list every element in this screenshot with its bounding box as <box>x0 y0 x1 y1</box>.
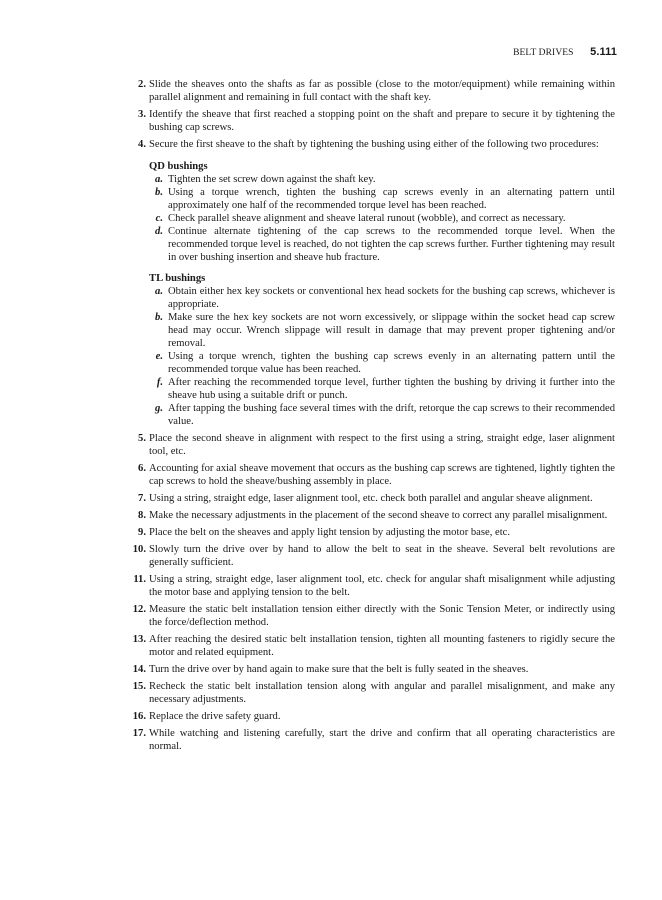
page-number: 5.111 <box>590 46 617 58</box>
step-2 <box>125 78 615 104</box>
step-11 <box>125 573 615 599</box>
item-letter: b. <box>155 312 163 323</box>
step-text: Identify the sheave that first reached a stopping point on the shaft and prepare to secure it by tightening the bushing cap screws. <box>149 109 615 133</box>
item-text: After reaching the recommended torque level, further tighten the bushing by driving it further into the sheave hub using a suitable drift or punch. <box>168 377 615 401</box>
item-text: Using a torque wrench, tighten the bushing cap screws evenly in an alternating pattern until approximately one half of the recommended torque level has been reached. <box>168 187 615 211</box>
item-text: Tighten the set screw down against the shaft key. <box>168 174 376 185</box>
step-15 <box>125 680 615 706</box>
step-number: 8. <box>138 510 146 521</box>
step-text: After reaching the desired static belt installation tension, tighten all mounting fasteners to rigidly secure the motor and related equipment. <box>149 634 615 658</box>
step-13 <box>125 633 615 659</box>
procedure-list <box>125 78 615 753</box>
step-number: 13. <box>132 634 146 645</box>
running-header <box>513 46 617 60</box>
item-text: Continue alternate tightening of the cap screws to the recommended torque level. When the recommended torque level is reached, do not tighten the cap screws further. Further tightening may result in over bushing insertion and sheave hub fracture. <box>168 226 615 263</box>
step-text: Slowly turn the drive over by hand to allow the belt to seat in the sheave. Several belt revolutions are generally sufficient. <box>149 544 615 568</box>
qd-bushings-title: QD bushings <box>149 161 208 172</box>
step-4 <box>125 138 615 151</box>
item-letter: b. <box>155 187 163 198</box>
step-number: 11. <box>133 574 146 585</box>
step-17 <box>125 727 615 753</box>
item-letter: c. <box>155 213 163 224</box>
step-number: 14. <box>132 664 146 675</box>
tl-item-f <box>149 376 615 402</box>
step-6 <box>125 462 615 488</box>
step-text: Accounting for axial sheave movement that occurs as the bushing cap screws are tightened, lightly tighten the cap screws to hold the sheave/bushing assembly in place. <box>149 463 615 487</box>
step-number: 9. <box>138 527 146 538</box>
step-text: Using a string, straight edge, laser alignment tool, etc. check for angular shaft misalignment while adjusting the motor base and applying tension to the belt. <box>149 574 615 598</box>
qd-item-b <box>149 186 615 212</box>
step-number: 7. <box>138 493 146 504</box>
qd-item-c <box>149 212 615 225</box>
step-14 <box>125 663 615 676</box>
step-number: 4. <box>138 139 146 150</box>
tl-item-e <box>149 350 615 376</box>
step-10 <box>125 543 615 569</box>
step-7 <box>125 492 615 505</box>
tl-item-b <box>149 311 615 350</box>
step-12 <box>125 603 615 629</box>
step-number: 2. <box>138 79 146 90</box>
step-text: Replace the drive safety guard. <box>149 711 281 722</box>
item-letter: e. <box>155 351 163 362</box>
tl-item-a <box>149 285 615 311</box>
step-9 <box>125 526 615 539</box>
step-text: Slide the sheaves onto the shafts as far as possible (close to the motor/equipment) while remaining within parallel alignment and remaining in full contact with the shaft key. <box>149 79 615 103</box>
step-16 <box>125 710 615 723</box>
item-letter: g. <box>155 403 163 414</box>
step-text: Measure the static belt installation tension either directly with the Sonic Tension Meter, or indirectly using the force/deflection method. <box>149 604 615 628</box>
step-number: 15. <box>132 681 146 692</box>
item-text: After tapping the bushing face several times with the drift, retorque the cap screws to their recommended value. <box>168 403 615 427</box>
qd-bushings-section <box>149 160 615 264</box>
tl-bushings-title: TL bushings <box>149 273 206 284</box>
qd-item-a <box>149 173 615 186</box>
step-text: Recheck the static belt installation tension along with angular and parallel misalignment, and make any necessary adjustments. <box>149 681 615 705</box>
step-text: Using a string, straight edge, laser alignment tool, etc. check both parallel and angular sheave alignment. <box>149 493 593 504</box>
step-number: 6. <box>138 463 146 474</box>
step-text: Make the necessary adjustments in the placement of the second sheave to correct any parallel misalignment. <box>149 510 608 521</box>
step-5 <box>125 432 615 458</box>
header-title: BELT DRIVES <box>513 48 574 58</box>
step-8 <box>125 509 615 522</box>
item-text: Obtain either hex key sockets or conventional hex head sockets for the bushing cap screws, whichever is appropriate. <box>168 286 615 310</box>
item-letter: d. <box>155 226 163 237</box>
tl-item-g <box>149 402 615 428</box>
item-letter: a. <box>155 286 163 297</box>
item-text: Make sure the hex key sockets are not worn excessively, or slippage within the socket head cap screw head may occur. Wrench slippage will result in damage that may prevent proper tightening and/or removal. <box>168 312 615 349</box>
step-text: While watching and listening carefully, start the drive and confirm that all operating characteristics are normal. <box>149 728 615 752</box>
step-text: Place the second sheave in alignment with respect to the first using a string, straight edge, laser alignment tool, etc. <box>149 433 615 457</box>
step-number: 16. <box>132 711 146 722</box>
item-text: Using a torque wrench, tighten the bushing cap screws evenly in an alternating pattern until the recommended torque value has been reached. <box>168 351 615 375</box>
item-text: Check parallel sheave alignment and sheave lateral runout (wobble), and correct as necessary. <box>168 213 566 224</box>
step-3 <box>125 108 615 134</box>
step-text: Place the belt on the sheaves and apply light tension by adjusting the motor base, etc. <box>149 527 510 538</box>
step-number: 17. <box>132 728 146 739</box>
step-number: 3. <box>138 109 146 120</box>
step-number: 10. <box>132 544 146 555</box>
step-text: Turn the drive over by hand again to make sure that the belt is fully seated in the sheaves. <box>149 664 529 675</box>
step-number: 12. <box>132 604 146 615</box>
item-letter: f. <box>156 377 163 388</box>
item-letter: a. <box>155 174 163 185</box>
step-number: 5. <box>138 433 146 444</box>
step-text: Secure the first sheave to the shaft by tightening the bushing using either of the following two procedures: <box>149 139 599 150</box>
tl-bushings-section <box>149 272 615 428</box>
qd-item-d <box>149 225 615 264</box>
